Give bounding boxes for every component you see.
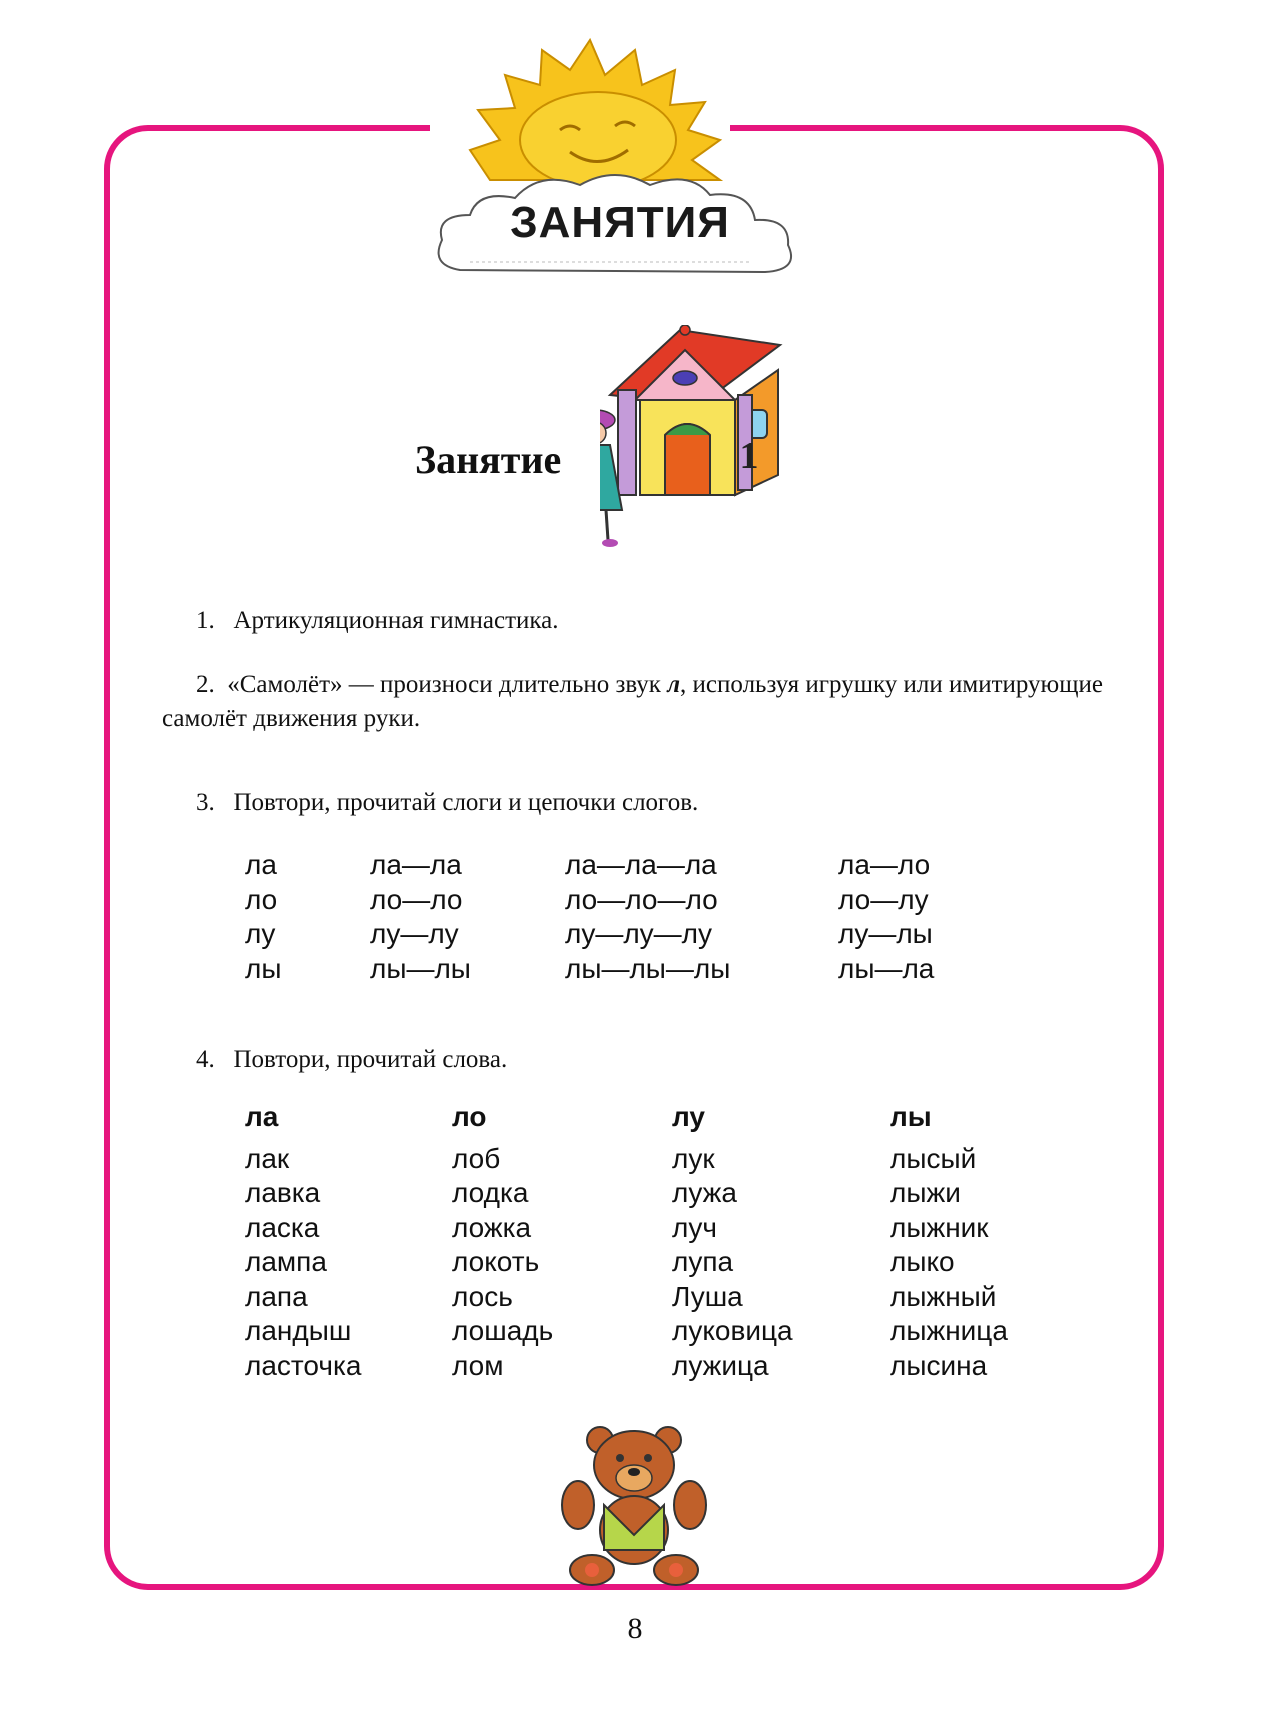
task-text-after: , используя игрушку или имитирующие самолёт движения руки.: [162, 671, 1103, 732]
header-title: ЗАНЯТИЯ: [510, 198, 730, 247]
syllable: ла: [245, 849, 277, 880]
syllable: ло—ло—ло: [565, 883, 718, 915]
syllable: лу—лу—лу: [565, 918, 713, 949]
lesson-title: Занятие: [415, 437, 562, 482]
word: Луша: [672, 1280, 743, 1312]
task-number: 2.: [196, 671, 215, 698]
word: лошадь: [452, 1315, 554, 1346]
word: лоб: [452, 1142, 501, 1174]
syllable: ло: [245, 883, 278, 915]
word: луковица: [672, 1315, 793, 1346]
syllable: лы: [245, 952, 282, 984]
task-1: [196, 604, 559, 638]
task-text: Артикуляционная гимнастика.: [233, 607, 559, 634]
word: лысый: [890, 1142, 977, 1174]
syllable: лу—лы: [838, 918, 933, 949]
word: лыжи: [890, 1177, 961, 1208]
task-3: [196, 786, 698, 820]
word: лысина: [890, 1349, 988, 1381]
word: лук: [672, 1142, 715, 1174]
syllable: лы—лы—лы: [565, 952, 731, 984]
word: луч: [672, 1211, 717, 1243]
task-number: 4.: [196, 1046, 215, 1073]
task-text: Повтори, прочитай слова.: [233, 1046, 508, 1073]
word-column-la: [245, 1100, 361, 1383]
word: ласка: [245, 1211, 320, 1243]
word: лыжник: [890, 1211, 989, 1243]
word: лавка: [245, 1177, 321, 1208]
word: лыко: [890, 1246, 955, 1277]
syllable-column-2: [370, 848, 471, 986]
word-column-heading: ло: [452, 1101, 487, 1132]
task-4: [196, 1043, 507, 1077]
syllable: ло—лу: [838, 883, 929, 915]
task-number: 1.: [196, 607, 215, 634]
word: лак: [245, 1142, 290, 1174]
word: лупа: [672, 1246, 734, 1277]
word-column-ly: [890, 1100, 1008, 1383]
house-girl-illustration: [600, 325, 860, 565]
word-column-heading: лы: [890, 1101, 932, 1132]
word: лапа: [245, 1280, 308, 1312]
word: лампа: [245, 1246, 327, 1277]
syllable-column-4: [838, 848, 934, 986]
word-column-heading: ла: [245, 1101, 279, 1132]
word: лужа: [672, 1177, 737, 1208]
task-2: [162, 668, 1122, 736]
syllable: ло—ло: [370, 883, 463, 915]
task-text-before: «Самолёт» — произноси длительно звук: [227, 671, 668, 698]
syllable: ла—ла—ла: [565, 849, 717, 880]
word: лужица: [672, 1349, 769, 1381]
word-column-lu: [672, 1100, 793, 1383]
page-number: 8: [627, 1612, 643, 1645]
word: лыжный: [890, 1280, 997, 1312]
word: локоть: [452, 1246, 540, 1277]
syllable-column-3: [565, 848, 730, 986]
word: лом: [452, 1349, 504, 1381]
syllable: лы—лы: [370, 952, 471, 984]
word: ложка: [452, 1211, 532, 1243]
sun-cloud-illustration: [430, 30, 830, 290]
bear-icon: [560, 1420, 710, 1590]
syllable: ла—ло: [838, 849, 931, 880]
syllable: ла—ла: [370, 849, 462, 880]
syllable: лу—лу: [370, 918, 459, 949]
word-column-lo: [452, 1100, 553, 1383]
sun-icon: [470, 40, 720, 188]
syllable: лу: [245, 918, 276, 949]
word: лодка: [452, 1177, 529, 1208]
word: ласточка: [245, 1349, 362, 1381]
task-text: Повтори, прочитай слоги и цепочки слогов.: [233, 789, 699, 816]
syllable: лы—ла: [838, 952, 935, 984]
syllable-column-1: [245, 848, 281, 986]
task-number: 3.: [196, 789, 215, 816]
task-sound: л: [667, 671, 681, 698]
word: ландыш: [245, 1315, 352, 1346]
word: лыжница: [890, 1315, 1008, 1346]
lesson-number: 1: [739, 435, 759, 477]
word-column-heading: лу: [672, 1101, 705, 1132]
word: лось: [452, 1280, 513, 1312]
